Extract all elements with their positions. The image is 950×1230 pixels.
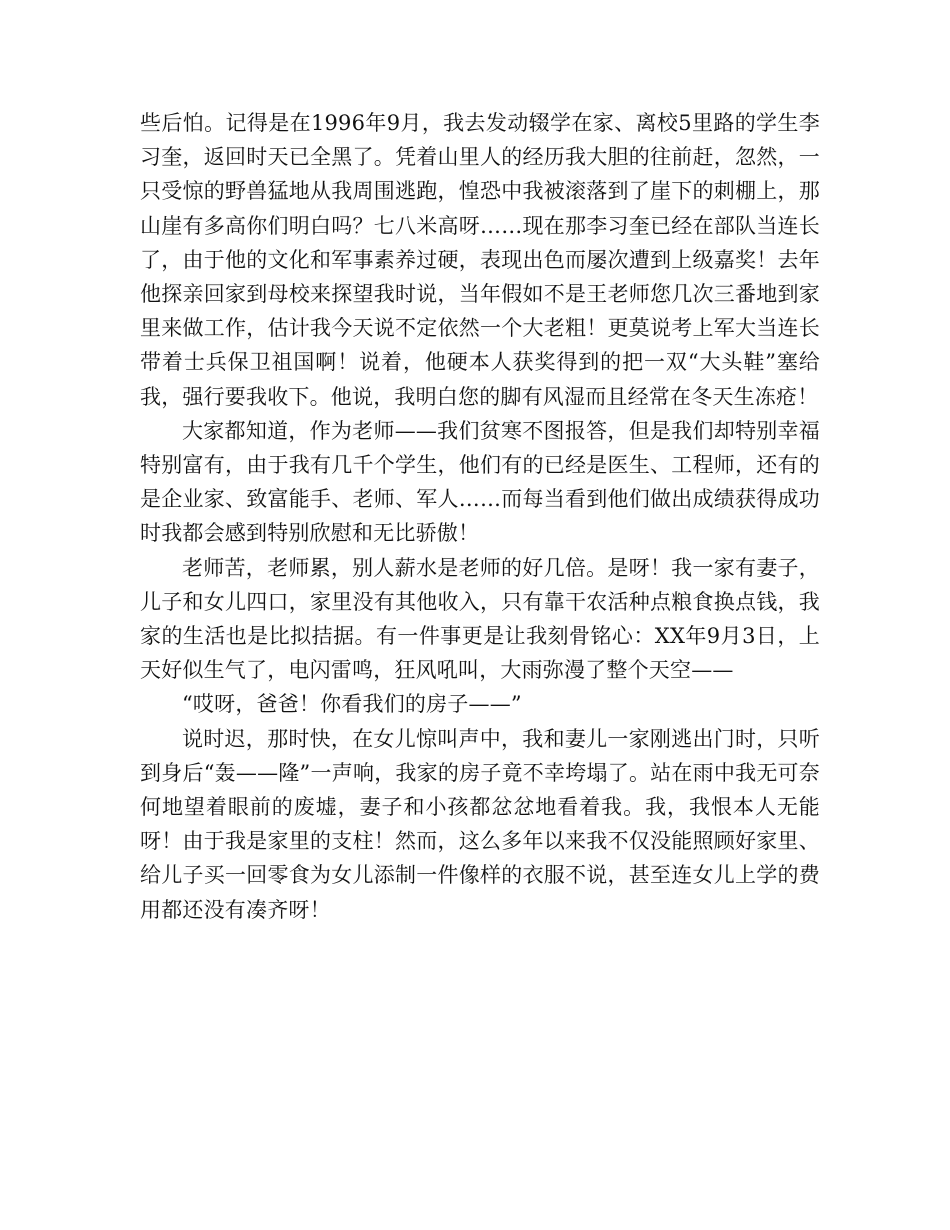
paragraph-1: 些后怕。记得是在1996年9月，我去发动辍学在家、离校5里路的学生李习奎，返回时天已全黑了。凭着山里人的经历我大胆的往前赶，忽然，一只受惊的野兽猛地从我周围逃跑，惶恐中我被滚落到了崖下的刺棚上，那山崖有多高你们明白吗？七八米高呀……现在那李习奎已经在部队当连长了，由于他的文化和军事素养过硬，表现出色而屡次遭到上级嘉奖！去年他探亲回家到母校来探望我时说，当年假如不是王老师您几次三番地到家里来做工作，估计我今天说不定依然一个大老粗！更莫说考上军大当连长带着士兵保卫祖国啊！说着，他硬本人获奖得到的把一双“大头鞋”塞给我，强行要我收下。他说，我明白您的脚有风湿而且经常在冬天生冻疮！: [140, 111, 820, 409]
paragraph-4: “哎呀，爸爸！你看我们的房子——”: [182, 692, 522, 717]
paragraph-3: 老师苦，老师累，别人薪水是老师的好几倍。是呀！我一家有妻子，儿子和女儿四口，家里没有其他收入，只有靠干农活种点粮食换点钱，我家的生活也是比拟拮据。有一件事更是让我刻骨铭心：XX年9月3日，上天好似生气了，电闪雷鸣，狂风吼叫，大雨弥漫了整个天空——: [140, 555, 820, 683]
paragraph-5: 说时迟，那时快，在女儿惊叫声中，我和妻儿一家刚逃出门时，只听到身后“轰——隆”一声响，我家的房子竟不幸垮塌了。站在雨中我无可奈何地望着眼前的废墟，妻子和小孩都忿忿地看着我。我，我恨本人无能呀！由于我是家里的支柱！然而，这么多年以来我不仅没能照顾好家里、给儿子买一回零食为女儿添制一件像样的衣服不说，甚至连女儿上学的费用都还没有凑齐呀！: [140, 726, 820, 922]
document-body: [140, 106, 820, 927]
paragraph-2: 大家都知道，作为老师——我们贫寒不图报答，但是我们却特别幸福特别富有，由于我有几千个学生，他们有的已经是医生、工程师，还有的是企业家、致富能手、老师、军人……而每当看到他们做出成绩获得成功时我都会感到特别欣慰和无比骄傲！: [140, 418, 820, 546]
